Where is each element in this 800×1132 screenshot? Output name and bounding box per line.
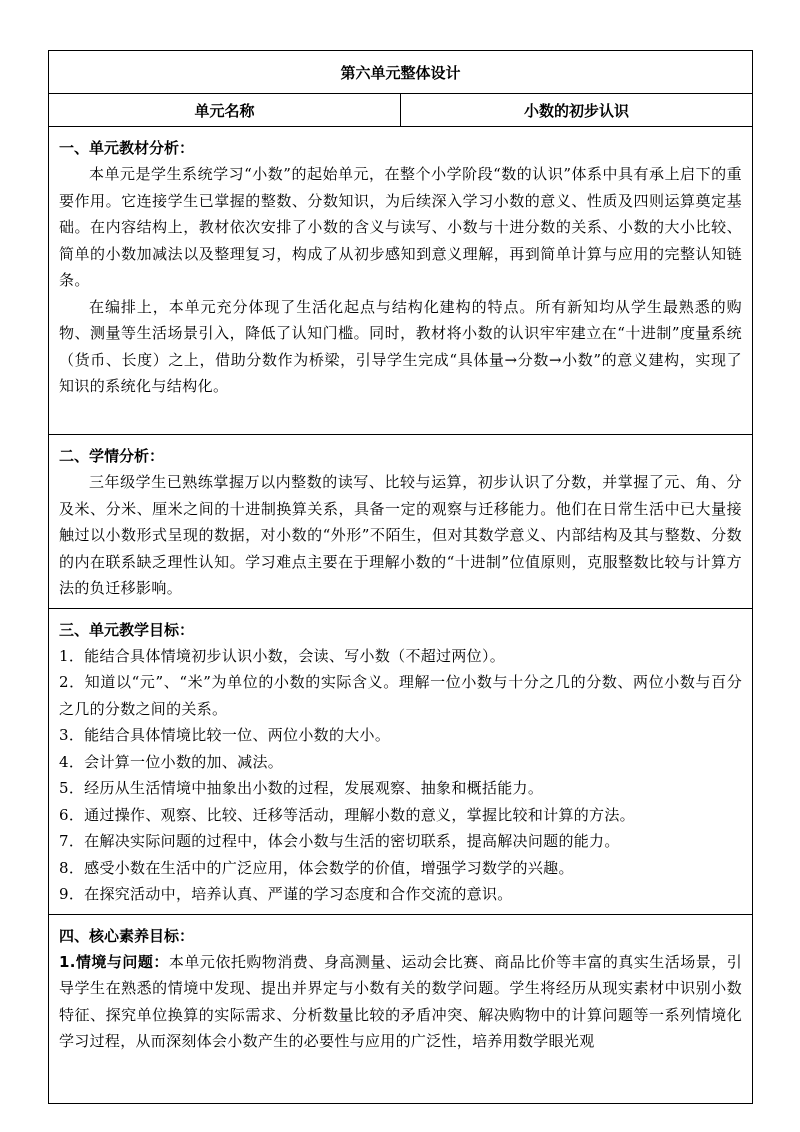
section-title: 一、单元教材分析： — [59, 139, 195, 157]
title-row — [49, 51, 753, 94]
goal-item: 9．在探究活动中，培养认真、严谨的学习态度和合作交流的意识。 — [59, 885, 513, 903]
goal-item: 5．经历从生活情境中抽象出小数的过程，发展观察、抽象和概括能力。 — [59, 779, 544, 797]
unit-design-table — [48, 50, 753, 1104]
header-row — [49, 94, 753, 127]
section-core-literacy — [49, 914, 753, 1103]
section-textbook-analysis — [49, 127, 753, 435]
paragraph: 本单元是学生系统学习“小数”的起始单元，在整个小学阶段“数的认识”体系中具有承上启下的重要作用。它连接学生已掌握的整数、分数知识，为后续深入学习小数的意义、性质及四则运算奠定基础。在内容结构上，教材依次安排了小数的含义与读写、小数与十进分数的关系、小数的大小比较、简单的小数加减法以及整理复习，构成了从初步感知到意义理解，再到简单计算与应用的完整认知链条。 — [59, 165, 743, 289]
paragraph: 在编排上，本单元充分体现了生活化起点与结构化建构的特点。所有新知均从学生最熟悉的购物、测量等生活场景引入，降低了认知门槛。同时，教材将小数的认识牢牢建立在“十进制”度量系统（货币、长度）之上，借助分数作为桥梁，引导学生完成“具体量→分数→小数”的意义建构，实现了知识的系统化与结构化。 — [59, 297, 743, 395]
goal-item: 8．感受小数在生活中的广泛应用，体会数学的价值，增强学习数学的兴趣。 — [59, 858, 574, 877]
document-page — [48, 50, 752, 1104]
goal-item: 7．在解决实际问题的过程中，体会小数与生活的密切联系，提高解决问题的能力。 — [59, 832, 620, 850]
section-teaching-goals — [49, 608, 753, 914]
literacy-text: 本单元依托购物消费、身高测量、运动会比赛、商品比价等丰富的真实生活场景，引导学生在熟悉的情境中发现、提出并界定与小数有关的数学问题。学生将经历从现实素材中识别小数特征、探究单位换算的实际需求、分析数量比较的矛盾冲突、解决购物中的计算问题等一系列情境化学习过程，从而深刻体会小数产生的必要性与应用的广泛性，培养用数学眼光观 — [59, 952, 743, 1050]
literacy-paragraph — [59, 949, 742, 1055]
goal-item: 2．知道以“元”、“米”为单位的小数的实际含义。理解一位小数与十分之几的分数、两位小数与百分之几的分数之间的关系。 — [59, 673, 743, 718]
section-row-analysis — [49, 127, 753, 435]
literacy-lead: 1.情境与问题： — [59, 952, 169, 971]
section-row-learners — [49, 435, 753, 609]
goal-item: 4．会计算一位小数的加、减法。 — [59, 752, 284, 771]
section-title: 三、单元教学目标： — [59, 620, 195, 639]
goal-item: 3．能结合具体情境比较一位、两位小数的大小。 — [59, 726, 391, 744]
goal-item: 1．能结合具体情境初步认识小数，会读、写小数（不超过两位）。 — [59, 646, 506, 665]
unit-name-label: 单元名称 — [49, 94, 401, 127]
goal-item: 6．通过操作、观察、比较、迁移等活动，理解小数的意义，掌握比较和计算的方法。 — [59, 805, 635, 824]
section-title: 二、学情分析： — [59, 447, 165, 465]
section-title: 四、核心素养目标： — [59, 926, 195, 945]
unit-name-value: 小数的初步认识 — [401, 94, 753, 127]
section-row-goals — [49, 608, 753, 914]
document-title: 第六单元整体设计 — [49, 51, 753, 94]
section-row-literacy — [49, 914, 753, 1103]
paragraph: 三年级学生已熟练掌握万以内整数的读写、比较与运算，初步认识了分数，并掌握了元、角、分及米、分米、厘米之间的十进制换算关系，具备一定的观察与迁移能力。他们在日常生活中已大量接触过以小数形式呈现的数据，对小数的“外形”不陌生，但对其数学意义、内部结构及其与整数、分数的内在联系缺乏理性认知。学习难点主要在于理解小数的“十进制”位值原则，克服整数比较与计算方法的负迁移影响。 — [59, 473, 743, 597]
section-learner-analysis — [49, 435, 753, 609]
